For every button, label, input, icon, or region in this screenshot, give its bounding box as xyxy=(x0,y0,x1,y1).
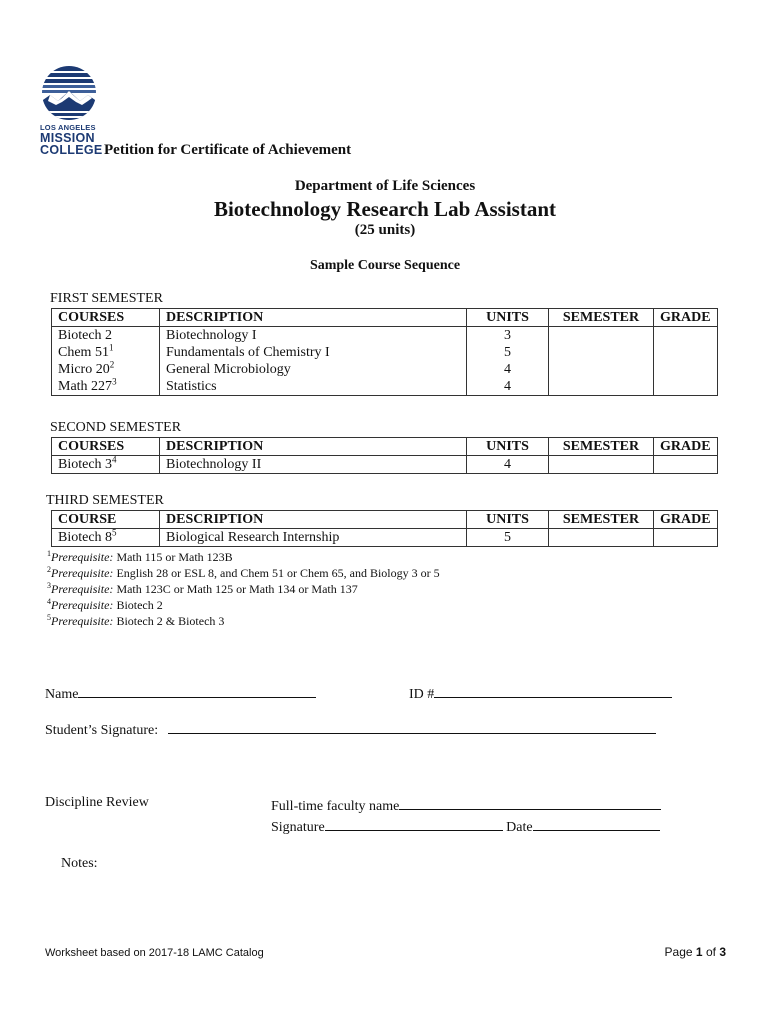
footnote-item xyxy=(47,613,440,629)
col-course-header: COURSES xyxy=(52,438,160,456)
course-code: Math 227 xyxy=(58,379,113,394)
col-grade-header: GRADE xyxy=(654,309,718,327)
semester-cell[interactable] xyxy=(549,361,654,378)
footnote-number: 5 xyxy=(47,613,51,622)
total-units: (25 units) xyxy=(354,222,416,238)
page-number xyxy=(600,945,726,959)
footnote-ref: 4 xyxy=(112,454,117,465)
description-cell: General Microbiology xyxy=(160,361,467,378)
footnote-number: 2 xyxy=(47,565,51,574)
third-semester-table xyxy=(51,510,718,547)
col-units-header: UNITS xyxy=(467,511,549,529)
col-course-header: COURSE xyxy=(52,511,160,529)
faculty-signature-group xyxy=(271,816,660,836)
course-code: Biotech 2 xyxy=(58,328,113,343)
footnote-item xyxy=(47,549,440,565)
date-label: Date xyxy=(506,820,533,835)
college-logo xyxy=(40,64,104,157)
col-semester-header: SEMESTER xyxy=(549,438,654,456)
first-semester-table xyxy=(51,308,718,396)
course-cell xyxy=(52,378,160,396)
col-grade-header: GRADE xyxy=(654,511,718,529)
of-word: of xyxy=(705,945,716,959)
description-cell: Statistics xyxy=(160,378,467,396)
grade-cell[interactable] xyxy=(654,344,718,361)
total-pages: 3 xyxy=(719,945,726,959)
semester-cell[interactable] xyxy=(549,529,654,547)
col-units-header: UNITS xyxy=(467,438,549,456)
col-description-header: DESCRIPTION xyxy=(160,511,467,529)
course-cell xyxy=(52,529,160,547)
footnote-number: 1 xyxy=(47,549,51,558)
footnote-text: English 28 or ESL 8, and Chem 51 or Chem 65, and Biology 3 or 5 xyxy=(116,566,440,580)
footnote-text: Math 115 or Math 123B xyxy=(116,550,233,564)
faculty-name-field[interactable] xyxy=(399,795,661,810)
units-cell: 5 xyxy=(467,529,549,547)
date-field[interactable] xyxy=(533,816,660,831)
col-description-header: DESCRIPTION xyxy=(160,438,467,456)
id-label: ID # xyxy=(409,687,435,702)
course-cell xyxy=(52,344,160,361)
footnote-number: 3 xyxy=(47,581,51,590)
footnote-label: Prerequisite: xyxy=(51,582,114,596)
footnote-ref: 1 xyxy=(108,342,114,353)
footnote-item xyxy=(47,581,440,597)
program-title: Biotechnology Research Lab Assistant xyxy=(213,197,557,221)
table-header-row xyxy=(52,309,718,327)
table-header-row xyxy=(52,511,718,529)
units-cell: 5 xyxy=(467,344,549,361)
discipline-review-label: Discipline Review xyxy=(45,795,149,810)
table-row xyxy=(52,327,718,345)
faculty-signature-label: Signature xyxy=(271,820,325,835)
student-signature-label: Student’s Signature: xyxy=(45,723,159,738)
petition-title: Petition for Certificate of Achievement xyxy=(104,142,352,158)
course-code: Chem 51 xyxy=(58,345,109,360)
description-cell: Biotechnology II xyxy=(160,456,467,474)
name-label: Name xyxy=(45,687,79,702)
col-course-header: COURSES xyxy=(52,309,160,327)
footnote-item xyxy=(47,597,440,613)
footnote-label: Prerequisite: xyxy=(51,566,114,580)
course-code: Biotech 8 xyxy=(58,530,113,545)
semester-cell[interactable] xyxy=(549,344,654,361)
grade-cell[interactable] xyxy=(654,327,718,345)
footnote-item xyxy=(47,565,440,581)
units-cell: 4 xyxy=(467,456,549,474)
footnote-label: Prerequisite: xyxy=(51,550,114,564)
footnote-ref: 3 xyxy=(112,376,117,387)
id-field[interactable] xyxy=(434,683,672,698)
course-code: Biotech 3 xyxy=(58,457,113,472)
table-header-row xyxy=(52,438,718,456)
semester-cell[interactable] xyxy=(549,456,654,474)
first-semester-label: FIRST SEMESTER xyxy=(50,291,163,306)
course-cell xyxy=(52,361,160,378)
student-signature-field[interactable] xyxy=(168,719,656,734)
sequence-title: Sample Course Sequence xyxy=(309,258,461,273)
second-semester-table xyxy=(51,437,718,474)
mountain-sun-icon xyxy=(40,64,98,122)
name-field[interactable] xyxy=(78,683,316,698)
table-row xyxy=(52,344,718,361)
student-signature-group xyxy=(45,719,656,739)
grade-cell[interactable] xyxy=(654,378,718,396)
footnote-ref: 5 xyxy=(112,527,117,538)
id-field-group xyxy=(409,683,672,703)
col-semester-header: SEMESTER xyxy=(549,309,654,327)
logo-line-3: COLLEGE xyxy=(40,143,103,157)
table-row xyxy=(52,378,718,396)
footnotes xyxy=(47,549,440,629)
col-grade-header: GRADE xyxy=(654,438,718,456)
course-cell xyxy=(52,327,160,345)
third-semester-label: THIRD SEMESTER xyxy=(46,493,164,508)
course-code: Micro 20 xyxy=(58,362,110,377)
notes-label: Notes: xyxy=(61,856,98,871)
footnote-text: Math 123C or Math 125 or Math 134 or Math 137 xyxy=(116,582,358,596)
faculty-signature-field[interactable] xyxy=(325,816,503,831)
footnote-label: Prerequisite: xyxy=(51,614,114,628)
department-name: Department of Life Sciences xyxy=(294,178,476,194)
footnote-text: Biotech 2 & Biotech 3 xyxy=(116,614,225,628)
current-page: 1 xyxy=(695,945,703,959)
footnote-ref: 2 xyxy=(109,359,115,370)
col-description-header: DESCRIPTION xyxy=(160,309,467,327)
course-cell xyxy=(52,456,160,474)
page-word: Page xyxy=(664,945,693,959)
units-cell: 4 xyxy=(467,361,549,378)
footnote-number: 4 xyxy=(47,597,51,606)
units-cell: 4 xyxy=(467,378,549,396)
name-field-group xyxy=(45,683,316,703)
faculty-name-group xyxy=(271,795,661,815)
footnote-text: Biotech 2 xyxy=(116,598,163,612)
grade-cell[interactable] xyxy=(654,361,718,378)
semester-cell[interactable] xyxy=(549,378,654,396)
faculty-name-label: Full-time faculty name xyxy=(271,799,400,814)
semester-cell[interactable] xyxy=(549,327,654,345)
logo-line-1: LOS ANGELES xyxy=(40,123,96,132)
footnote-label: Prerequisite: xyxy=(51,598,114,612)
col-semester-header: SEMESTER xyxy=(549,511,654,529)
grade-cell[interactable] xyxy=(654,456,718,474)
description-cell: Biological Research Internship xyxy=(160,529,467,547)
table-row xyxy=(52,456,718,474)
second-semester-label: SECOND SEMESTER xyxy=(50,420,182,435)
grade-cell[interactable] xyxy=(654,529,718,547)
table-row xyxy=(52,529,718,547)
col-units-header: UNITS xyxy=(467,309,549,327)
logo-line-2: MISSION xyxy=(40,130,95,145)
description-cell: Biotechnology I xyxy=(160,327,467,345)
footer-catalog-note: Worksheet based on 2017-18 LAMC Catalog xyxy=(45,947,264,959)
table-row xyxy=(52,361,718,378)
units-cell: 3 xyxy=(467,327,549,345)
description-cell: Fundamentals of Chemistry I xyxy=(160,344,467,361)
